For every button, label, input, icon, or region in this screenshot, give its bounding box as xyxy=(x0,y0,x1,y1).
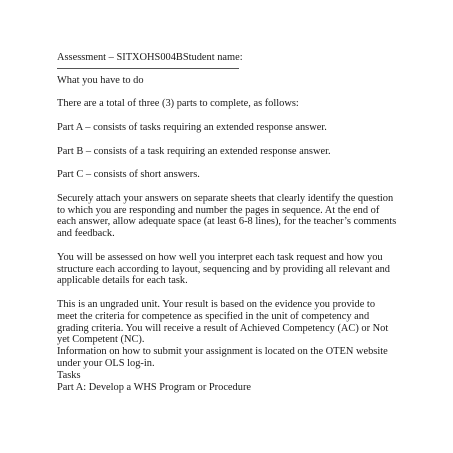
attach-instructions-paragraph: Securely attach your answers on separate sheets that clearly identify the question to which you are responding and number the pages in sequence. At the end of each answer, allow adequate space (at least 6-8 lines), for the teacher’s comments and feedback. xyxy=(57,192,397,240)
submission-info-paragraph: Information on how to submit your assignment is located on the OTEN website under your OLS log-in. xyxy=(57,346,388,369)
tasks-heading: Tasks xyxy=(57,369,81,381)
part-c-description: Part C – consists of short answers. xyxy=(57,169,200,181)
student-name-blank-line xyxy=(57,68,239,69)
assessment-header: Assessment – SITXOHS004BStudent name: xyxy=(57,52,243,63)
part-a-description: Part A – consists of tasks requiring an extended response answer. xyxy=(57,121,327,133)
part-a-heading: Part A: Develop a WHS Program or Procedure xyxy=(57,381,252,393)
document-body xyxy=(57,52,397,393)
assessment-criteria-paragraph: You will be assessed on how well you interpret each task request and how you structure each according to layout, sequencing and by providing all relevant and applicable details for each task. xyxy=(57,251,390,287)
ungraded-unit-paragraph: This is an ungraded unit. Your result is based on the evidence you provide to meet the criteria for competence as specified in the unit of competency and grading criteria. You will receive a result of Achieved Competency (AC) or Not yet Competent (NC). xyxy=(57,298,389,346)
what-you-have-to-do-heading: What you have to do xyxy=(57,74,144,86)
part-b-description: Part B – consists of a task requiring an extended response answer. xyxy=(57,145,331,157)
intro-paragraph: There are a total of three (3) parts to complete, as follows: xyxy=(57,98,299,110)
